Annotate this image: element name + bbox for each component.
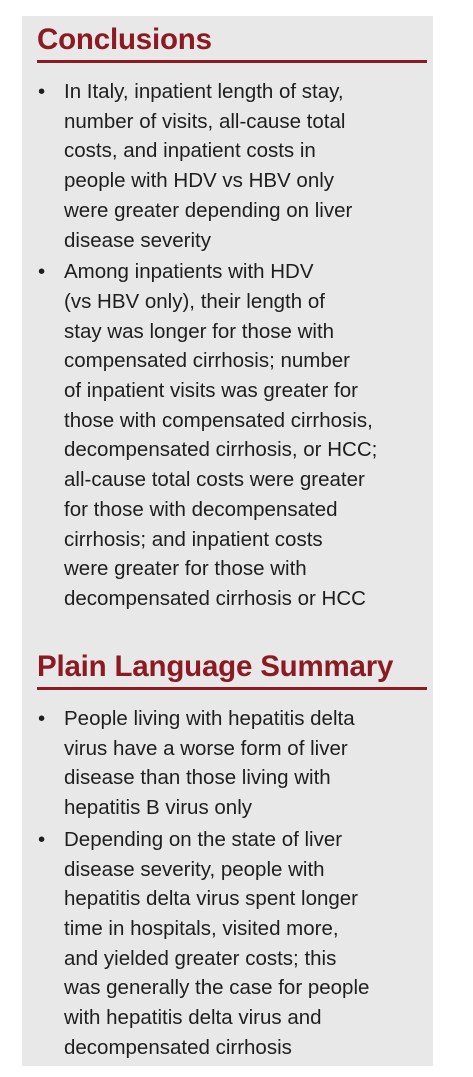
text-line: costs, and inpatient costs in (64, 139, 316, 163)
list-item (37, 825, 427, 1063)
list-item (37, 704, 427, 823)
text-line: stay was longer for those with (64, 319, 335, 343)
text-line: hepatitis B virus only (64, 796, 253, 820)
bullet-icon: • (38, 707, 46, 730)
plain-language-summary-section (37, 650, 427, 1064)
text-line: those with compensated cirrhosis, (64, 408, 373, 432)
text-line: decompensated cirrhosis, or HCC; (64, 438, 378, 462)
text-line: decompensated cirrhosis or HCC (64, 586, 366, 610)
text-line: and yielded greater costs; this (64, 946, 337, 970)
text-line: time in hospitals, visited more, (64, 916, 339, 940)
text-line: disease severity (64, 228, 211, 252)
text-line: virus have a worse form of liver (64, 736, 348, 760)
text-line: were greater for those with (64, 557, 307, 581)
text-line: was generally the case for people (64, 976, 370, 1000)
bullet-icon: • (38, 260, 46, 284)
plain-language-summary-divider (37, 687, 427, 690)
text-line: for those with decompensated (64, 497, 338, 521)
conclusions-section (37, 23, 427, 616)
text-line: Among inpatients with HDV (64, 260, 314, 284)
text-line: cirrhosis; and inpatient costs (64, 527, 323, 551)
list-item (37, 257, 427, 613)
text-line: decompensated cirrhosis (64, 1035, 292, 1059)
text-line: (vs HBV only), their length of (64, 289, 325, 313)
plain-language-summary-list (37, 704, 427, 1062)
text-line: hepatitis delta virus spent longer (64, 887, 359, 911)
text-line: In Italy, inpatient length of stay, (64, 80, 344, 103)
bullet-icon: • (38, 827, 46, 851)
text-line: people with HDV vs HBV only (64, 169, 335, 193)
conclusions-list (37, 77, 427, 614)
plain-language-summary-heading: Plain Language Summary (37, 650, 394, 683)
list-item (37, 77, 427, 255)
summary-panel (22, 16, 433, 1066)
text-line: of inpatient visits was greater for (64, 379, 358, 403)
text-line: disease severity, people with (64, 857, 325, 881)
text-line: People living with hepatitis delta (64, 707, 355, 730)
text-line: were greater depending on liver (64, 198, 353, 222)
text-line: all-cause total costs were greater (64, 468, 365, 492)
bullet-icon: • (38, 80, 46, 103)
text-line: with hepatitis delta virus and (64, 1006, 322, 1030)
conclusions-divider (37, 60, 427, 63)
text-line: disease than those living with (64, 766, 331, 790)
conclusions-heading: Conclusions (37, 23, 212, 56)
text-line: Depending on the state of liver (64, 827, 343, 851)
text-line: compensated cirrhosis; number (64, 349, 350, 373)
text-line: number of visits, all-cause total (64, 109, 346, 133)
